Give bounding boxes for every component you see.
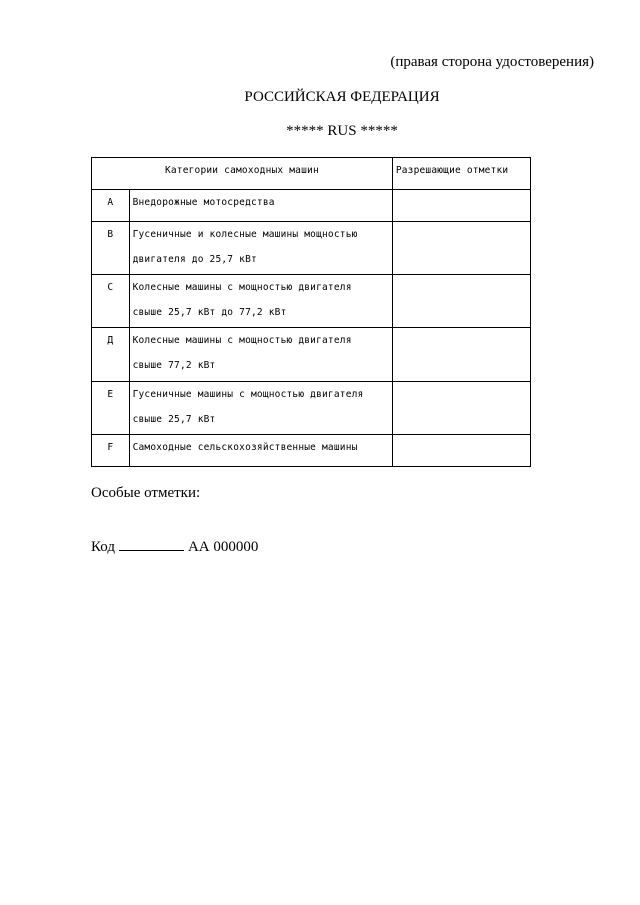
category-description xyxy=(129,222,392,275)
category-description xyxy=(129,382,392,435)
special-marks-label: Особые отметки: xyxy=(91,485,201,501)
country-title: РОССИЙСКАЯ ФЕДЕРАЦИЯ xyxy=(244,89,440,105)
description-line: Гусеничные и колесные машины мощностью xyxy=(132,229,358,240)
description-line: Гусеничные машины с мощностью двигателя xyxy=(132,389,364,400)
marks-cell xyxy=(392,328,530,382)
marks-cell xyxy=(392,275,530,328)
description-line: свыше 25,7 кВт xyxy=(132,414,216,425)
table-row xyxy=(92,190,531,222)
marks-cell xyxy=(392,382,530,435)
table-header-row xyxy=(92,158,531,190)
table-row xyxy=(92,275,531,328)
description-line: Внедорожные мотосредства xyxy=(132,197,275,208)
category-description xyxy=(129,190,392,222)
code-line xyxy=(91,538,258,556)
description-line: Колесные машины с мощностью двигателя xyxy=(132,282,352,293)
marks-cell xyxy=(392,190,530,222)
description-line: Самоходные сельскохозяйственные машины xyxy=(132,442,358,453)
categories-table xyxy=(91,157,531,467)
code-value: АА 000000 xyxy=(187,539,259,555)
table-row xyxy=(92,222,531,275)
country-code: ***** RUS ***** xyxy=(286,123,398,139)
category-description xyxy=(129,435,392,467)
category-letter: F xyxy=(92,435,130,467)
table-row xyxy=(92,328,531,382)
category-description xyxy=(129,275,392,328)
category-letter: A xyxy=(92,190,130,222)
marks-cell xyxy=(392,222,530,275)
table-row xyxy=(92,382,531,435)
code-label: Код xyxy=(91,539,115,555)
description-line: свыше 77,2 кВт xyxy=(132,360,216,371)
category-description xyxy=(129,328,392,382)
description-line: двигателя до 25,7 кВт xyxy=(132,254,257,265)
code-blank-field xyxy=(119,538,184,551)
category-letter: B xyxy=(92,222,130,275)
marks-cell xyxy=(392,435,530,467)
description-line: Колесные машины с мощностью двигателя xyxy=(132,335,352,346)
column-header-categories: Категории самоходных машин xyxy=(92,158,393,190)
category-letter: C xyxy=(92,275,130,328)
category-letter: E xyxy=(92,382,130,435)
side-note: (правая сторона удостоверения) xyxy=(390,54,594,70)
table-row xyxy=(92,435,531,467)
category-letter: Д xyxy=(92,328,130,382)
description-line: свыше 25,7 кВт до 77,2 кВт xyxy=(132,307,287,318)
column-header-marks: Разрешающие отметки xyxy=(392,158,530,190)
